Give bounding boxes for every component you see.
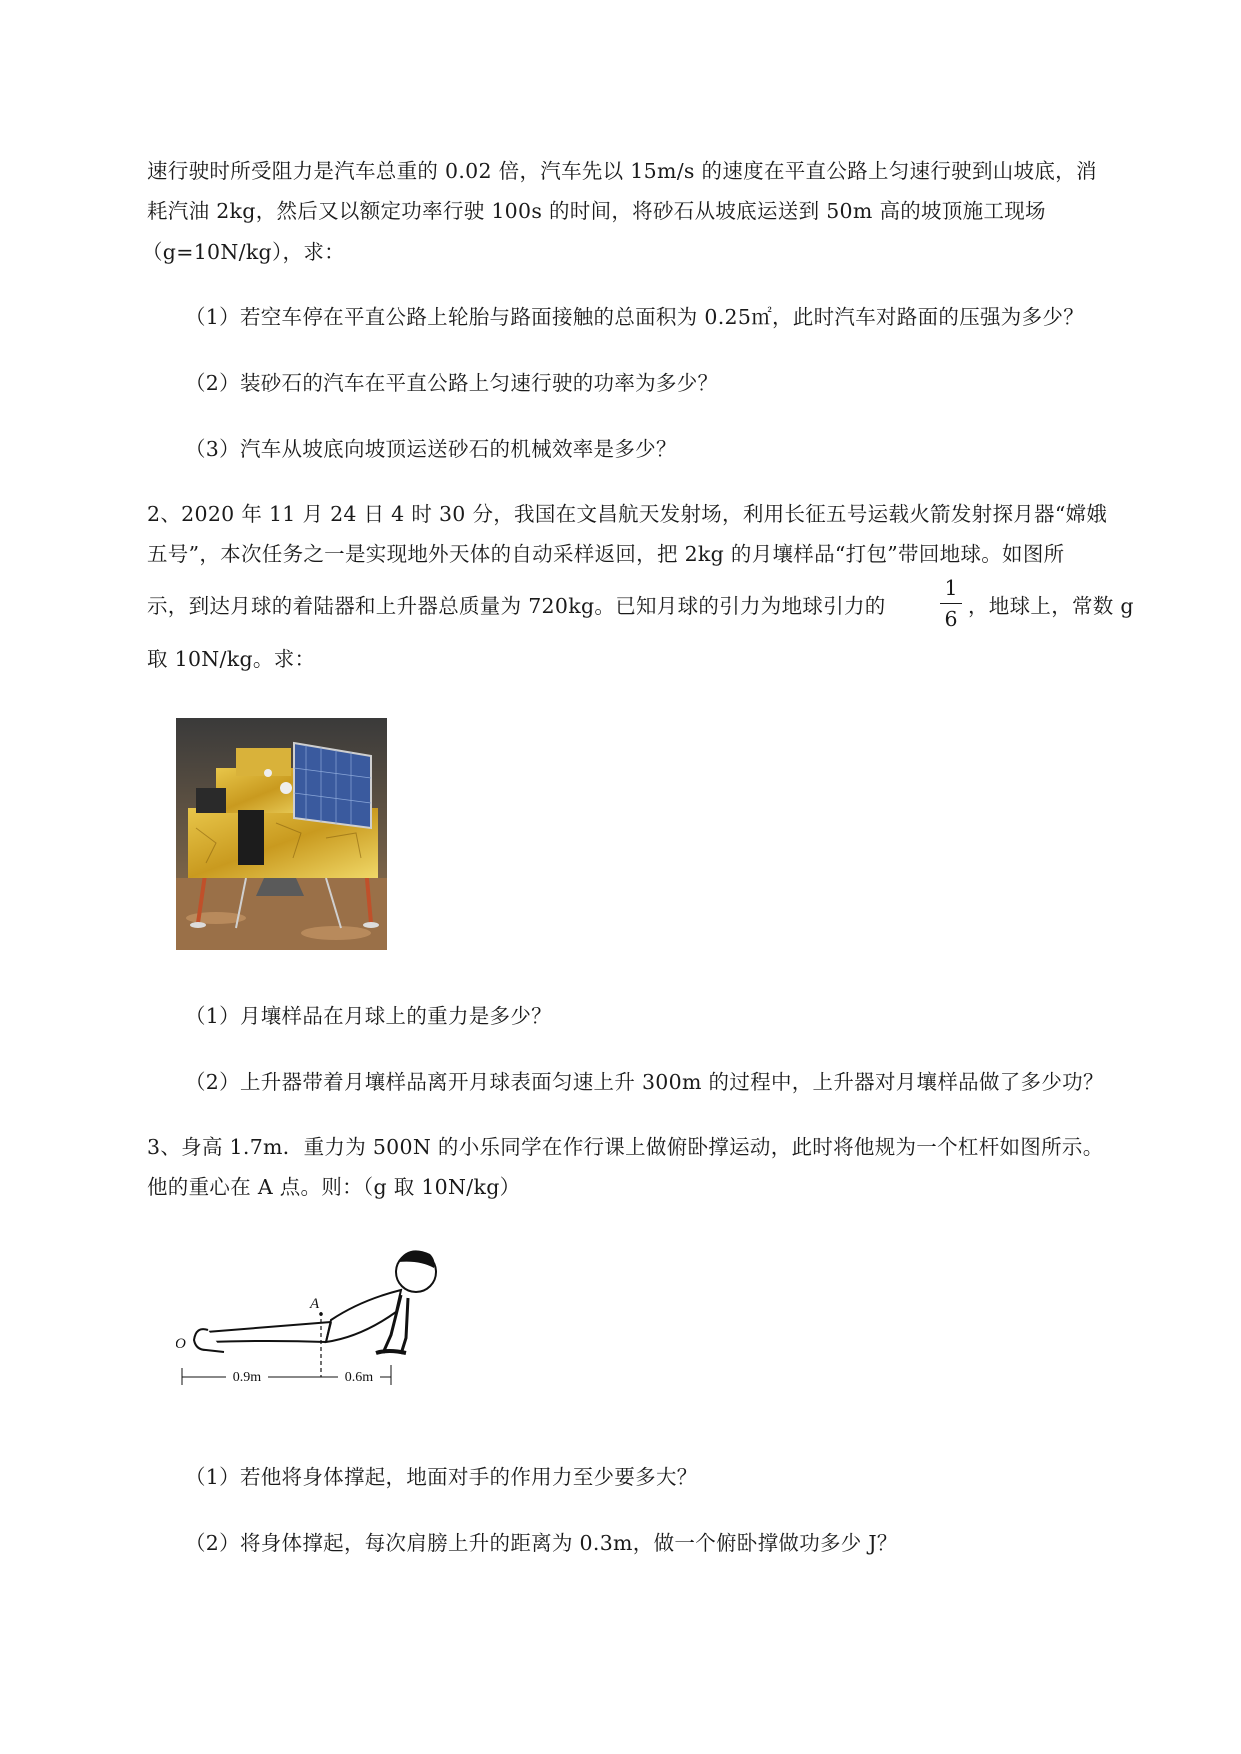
lunar-lander-photo <box>176 718 387 950</box>
dimension-label-0-9m: 0.9m <box>232 1370 262 1385</box>
problem1-question1: （1）若空车停在平直公路上轮胎与路面接触的总面积为 0.25㎡，此时汽车对路面的压强为多少？ <box>185 305 1085 329</box>
problem1-question2: （2）装砂石的汽车在平直公路上匀速行驶的功率为多少？ <box>185 371 719 395</box>
problem2-question2: （2）上升器带着月壤样品离开月球表面匀速上升 300m 的过程中，上升器对月壤样品做了多少功？ <box>185 1070 1104 1094</box>
problem2-line3-after: ，地球上，常数 g <box>968 594 1134 618</box>
problem1-question3: （3）汽车从坡底向坡顶运送砂石的机械效率是多少？ <box>185 437 677 461</box>
problem1-line1: 速行驶时所受阻力是汽车总重的 0.02 倍，汽车先以 15m/s 的速度在平直公路上匀速行驶到山坡底，消 <box>147 159 1097 183</box>
dimension-label-0-6m: 0.6m <box>344 1370 374 1385</box>
fraction-one-sixth <box>940 575 962 632</box>
point-a-label: A <box>310 1296 320 1312</box>
problem3-question1: （1）若他将身体撑起，地面对手的作用力至少要多大？ <box>185 1465 698 1489</box>
problem3-question2: （2）将身体撑起，每次肩膀上升的距离为 0.3m，做一个俯卧撑做功多少 J？ <box>185 1531 898 1555</box>
problem1-line3: （g=10N/kg），求： <box>142 240 345 264</box>
problem3-line1: 3、身高 1.7m．重力为 500N 的小乐同学在作行课上做俯卧撑运动，此时将他规为一个杠杆如图所示。 <box>147 1135 1104 1159</box>
fraction-numerator: 1 <box>944 576 958 600</box>
problem2-question1: （1）月壤样品在月球上的重力是多少？ <box>185 1004 552 1028</box>
problem2-line1: 2、2020 年 11 月 24 日 4 时 30 分，我国在文昌航天发射场，利用长征五号运载火箭发射探月器“嫦娥 <box>147 502 1108 526</box>
fraction-denominator: 6 <box>944 607 958 631</box>
fraction-bar <box>940 603 962 604</box>
pushup-lever-diagram <box>176 1240 446 1400</box>
point-o-label: O <box>176 1336 186 1352</box>
problem1-line2: 耗汽油 2kg，然后又以额定功率行驶 100s 的时间，将砂石从坡底运送到 50m 高的坡顶施工现场 <box>147 199 1046 223</box>
problem2-line2: 五号”，本次任务之一是实现地外天体的自动采样返回，把 2kg 的月壤样品“打包”带回地球。如图所 <box>147 542 1065 566</box>
problem2-line3-before: 示，到达月球的着陆器和上升器总质量为 720kg。已知月球的引力为地球引力的 <box>147 594 886 618</box>
problem3-line2: 他的重心在 A 点。则：（g 取 10N/kg） <box>147 1175 521 1199</box>
problem2-line4: 取 10N/kg。求： <box>147 647 316 671</box>
